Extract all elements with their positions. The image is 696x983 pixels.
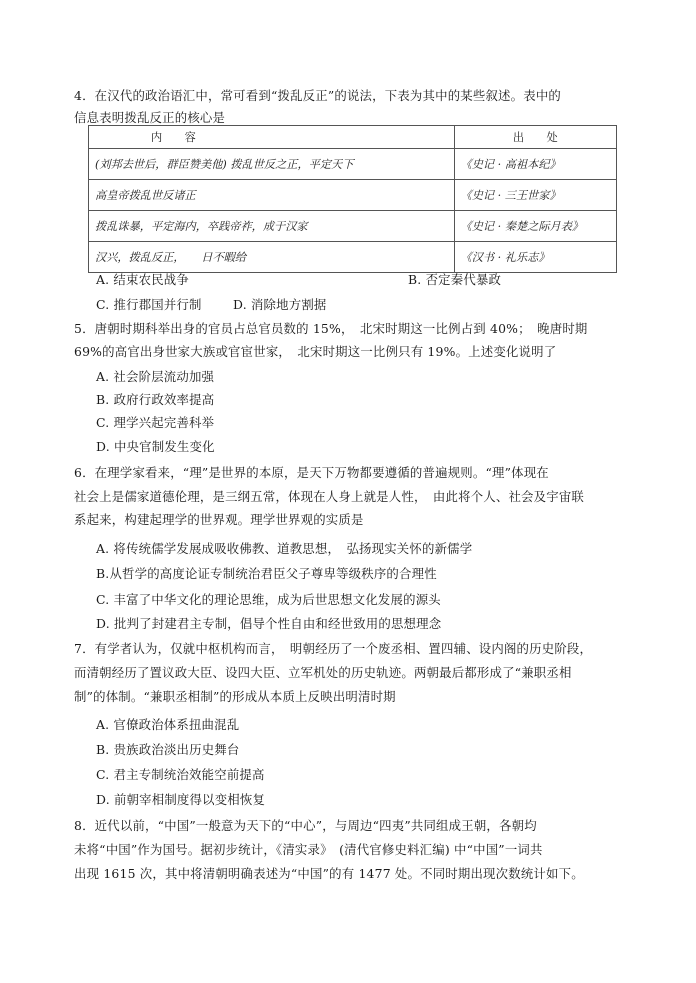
q8-stem-line2: 未将“中国”作为国号。据初步统计，《清实录》 (清代官修史料汇编) 中“中国”一词共 <box>74 842 543 857</box>
table-cell-content: 高皇帝拨乱世反诸正 <box>89 180 455 211</box>
q7-option-a: A. 官僚政治体系扭曲混乱 <box>96 717 240 732</box>
q6-option-c: C. 丰富了中华文化的理论思维，成为后世思想文化发展的源头 <box>96 592 441 607</box>
q8-stem-line1: 8．近代以前，“中国”一般意为天下的“中心”，与周边“四夷”共同组成王朝，各朝均 <box>74 818 537 833</box>
q6-option-d: D. 批判了封建君主专制，倡导个性自由和经世致用的思想理念 <box>96 616 442 631</box>
q7-stem-line3: 制”的体制。“兼职丞相制”的形成从本质上反映出明清时期 <box>74 689 396 704</box>
table-cell-content: 拨乱诛暴，平定海内，卒践帝祚，成于汉家 <box>89 211 455 242</box>
q7-option-c: C. 君主专制统治效能空前提高 <box>96 767 265 782</box>
table-row <box>89 211 617 242</box>
q4-source-table <box>88 125 617 273</box>
q7-stem-line1: 7．有学者认为，仅就中枢机构而言， 明朝经历了一个废丞相、置四辅、设内阁的历史阶段， <box>74 641 593 656</box>
q4-option-c: C. 推行郡国并行制 <box>96 297 202 312</box>
q5-option-c: C. 理学兴起完善科举 <box>96 415 215 430</box>
table-header-row <box>89 126 617 149</box>
table-header-source: 出 处 <box>454 126 616 149</box>
q7-stem-line2: 而清朝经历了置议政大臣、设四大臣、立军机处的历史轨迹。两朝最后都形成了“兼职丞相 <box>74 665 572 680</box>
table-row <box>89 242 617 273</box>
table-row <box>89 180 617 211</box>
table-cell-source: 《史记 · 三王世家》 <box>454 180 616 211</box>
q6-stem-line3: 系起来，构建起理学的世界观。理学世界观的实质是 <box>74 512 364 527</box>
q5-option-a: A. 社会阶层流动加强 <box>96 369 215 384</box>
q7-option-d: D. 前朝宰相制度得以变相恢复 <box>96 792 266 807</box>
q6-option-b: B.从哲学的高度论证专制统治君臣父子尊卑等级秩序的合理性 <box>96 566 437 581</box>
q4-option-b: B. 否定秦代暴政 <box>408 272 502 287</box>
q6-stem-line2: 社会上是儒家道德伦理，是三纲五常，体现在人身上就是人性， 由此将个人、社会及宇宙联 <box>74 489 585 504</box>
table-cell-source: 《汉书 · 礼乐志》 <box>454 242 616 273</box>
q4-option-a: A. 结束农民战争 <box>96 272 189 287</box>
table-cell-source: 《史记 · 高祖本纪》 <box>454 149 616 180</box>
table-cell-content: (刘邦去世后，群臣赞美他) 拨乱世反之正，平定天下 <box>89 149 455 180</box>
q5-stem-line1: 5．唐朝时期科举出身的官员占总官员数的 15%， 北宋时期这一比例占到 40%； 晚唐时期 <box>74 321 588 336</box>
table-header-content: 内 容 <box>89 126 455 149</box>
table-cell-source: 《史记 · 秦楚之际月表》 <box>454 211 616 242</box>
q4-stem-line1: 4．在汉代的政治语汇中，常可看到“拨乱反正”的说法，下表为其中的某些叙述。表中的 <box>74 88 562 103</box>
q6-option-a: A. 将传统儒学发展成吸收佛教、道教思想， 弘扬现实关怀的新儒学 <box>96 541 473 556</box>
q4-option-d: D. 消除地方割据 <box>233 297 327 312</box>
q5-option-d: D. 中央官制发生变化 <box>96 439 215 454</box>
q5-stem-line2: 69%的高官出身世家大族或官宦世家， 北宋时期这一比例只有 19%。上述变化说明了 <box>74 344 557 359</box>
table-cell-content: 汉兴，拨乱反正， 日不暇给 <box>89 242 455 273</box>
q5-option-b: B. 政府行政效率提高 <box>96 392 215 407</box>
q7-option-b: B. 贵族政治淡出历史舞台 <box>96 742 240 757</box>
q8-stem-line3: 出现 1615 次，其中将清朝明确表述为“中国”的有 1477 处。不同时期出现次数统计如下。 <box>74 866 584 881</box>
q4-stem-line2: 信息表明拨乱反正的核心是 <box>74 110 226 125</box>
table-row <box>89 149 617 180</box>
q6-stem-line1: 6．在理学家看来，“理”是世界的本原，是天下万物都要遵循的普遍规则。“理”体现在 <box>74 465 549 480</box>
